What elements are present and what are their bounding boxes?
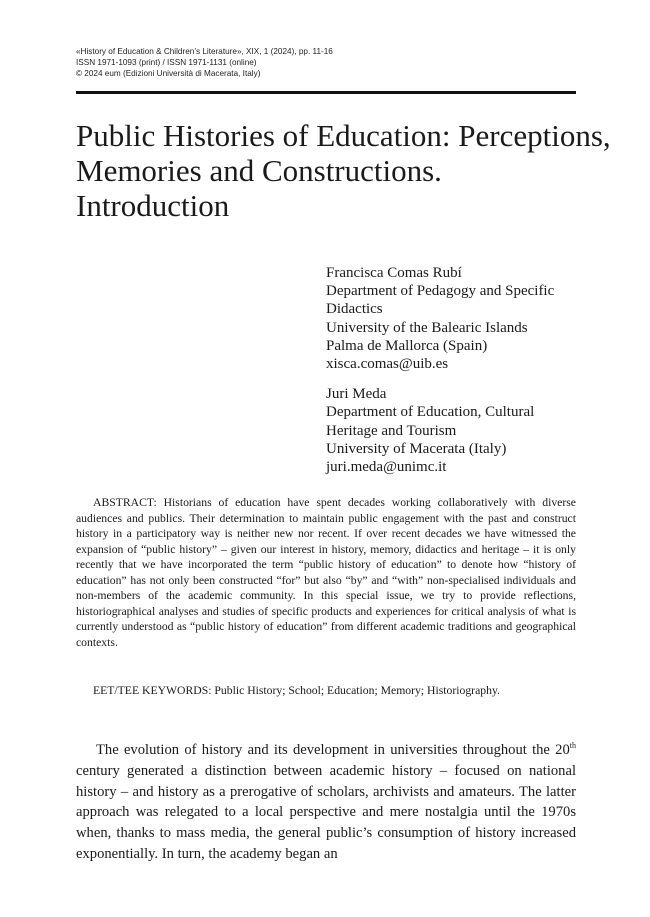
- author-name: Francisca Comas Rubí: [326, 265, 462, 281]
- title-line: Memories and Constructions.: [76, 153, 442, 188]
- abstract-text: ABSTRACT: Historians of education have spent decades working collaboratively with diverse audiences and publics. Their determination to maintain public engagement with the past and construct history in a participatory way is neither new nor recent. If over recent decades we have witnessed the expansion of “public history” – given our interest in history, memory, didactics and heritage – it is only recently that we have incorporated the term “public history of education” to denote how “history of education” has not only been constructed “for” but also “by” and “with” non-specialised individuals and non-members of the academic community. In this special issue, we try to provide reflections, historiographical analyses and studies of specific products and experiences for critical analysis of what is currently understood as “public history of education” from different academic traditions and geographical contexts.: [76, 496, 576, 649]
- copyright-line: © 2024 eum (Edizioni Università di Macerata, Italy): [76, 69, 261, 78]
- author-city: Palma de Mallorca (Spain): [326, 337, 488, 354]
- author-email[interactable]: xisca.comas@uib.es: [326, 356, 449, 373]
- author-name: Juri Meda: [326, 386, 387, 403]
- body-text: [76, 740, 576, 865]
- article-title: [76, 118, 611, 223]
- title-line: Introduction: [76, 188, 230, 223]
- abstract: [76, 495, 576, 650]
- issn-line: ISSN 1971-1093 (print) / ISSN 1971-1131 (online): [76, 58, 257, 67]
- author-department: Didactics: [326, 301, 383, 318]
- author-department: Heritage and Tourism: [326, 422, 457, 439]
- author-entry: [326, 264, 586, 373]
- header-rule: [76, 91, 576, 94]
- journal-citation: «History of Education & Children’s Literature», XIX, 1 (2024), pp. 11-16: [76, 47, 333, 56]
- author-department: Department of Education, Cultural: [326, 404, 535, 421]
- author-university: University of the Balearic Islands: [326, 319, 528, 336]
- author-department: Department of Pedagogy and Specific: [326, 283, 555, 300]
- author-university: University of Macerata (Italy): [326, 440, 507, 457]
- ordinal-superscript: th: [569, 741, 576, 751]
- author-email[interactable]: juri.meda@unimc.it: [326, 459, 447, 476]
- body-paragraph: [76, 740, 576, 865]
- author-entry: [326, 385, 586, 476]
- keywords: EET/TEE KEYWORDS: Public History; School; Education; Memory; Historiography.: [93, 684, 500, 697]
- body-text-part: century generated a distinction between academic history – focused on national history – and history as a prerogative of scholars, archivists and amateurs. The latter approach was relegated to a local perspective and mere nostalgia until the 1970s when, thanks to mass media, the general public’s consumption of history increased exponentially. In turn, the academy began an: [76, 762, 576, 862]
- title-line: Public Histories of Education: Perceptions,: [76, 118, 611, 153]
- body-text-part: The evolution of history and its development in universities throughout the 20: [96, 742, 570, 758]
- author-block: [326, 264, 586, 476]
- journal-header: [76, 46, 576, 79]
